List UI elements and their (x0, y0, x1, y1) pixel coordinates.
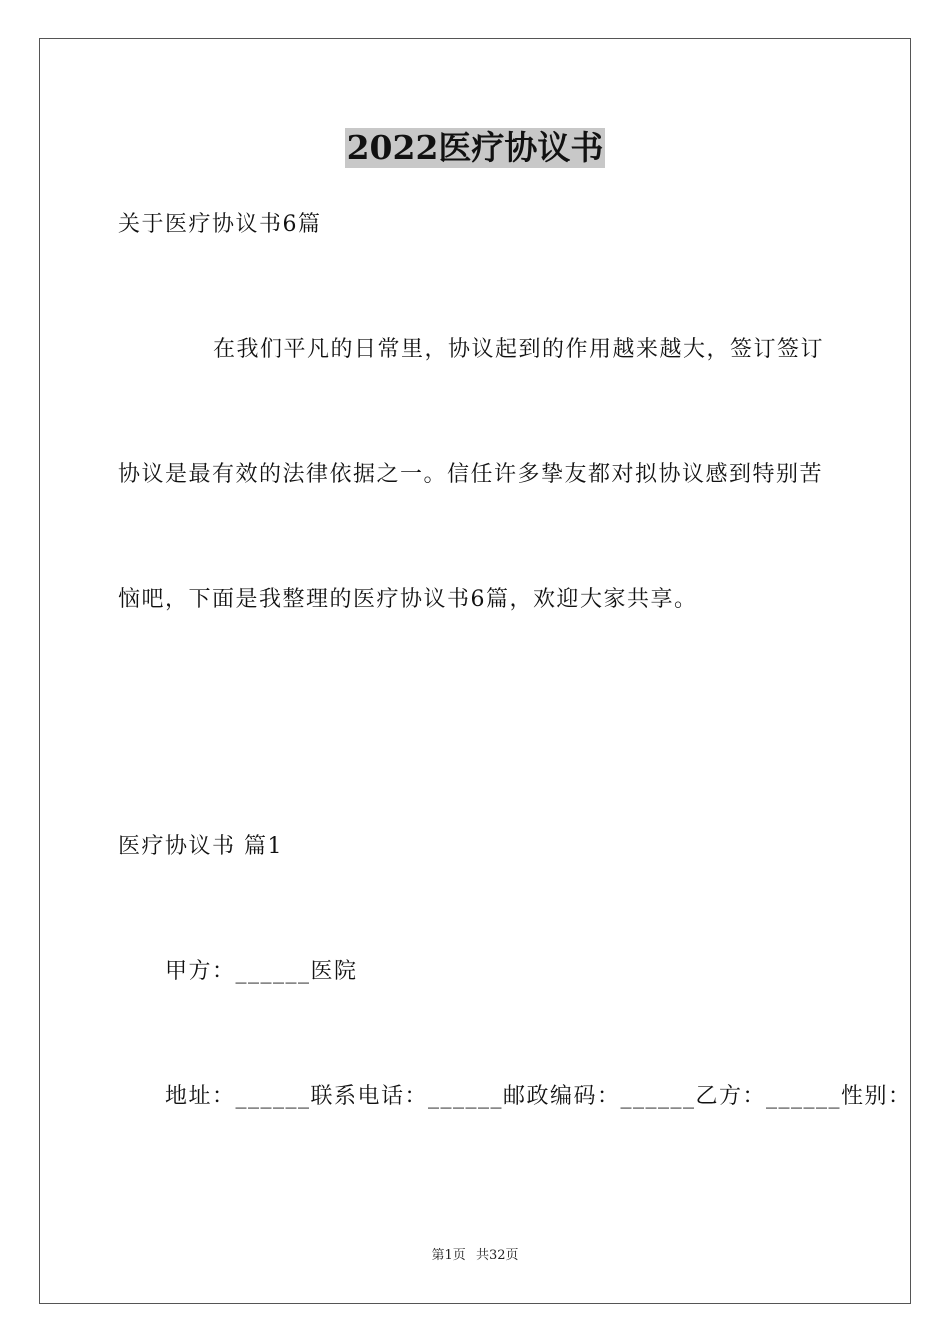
document-subtitle: 关于医疗协议书6篇 (118, 212, 322, 237)
section-heading: 医疗协议书 篇1 (118, 834, 283, 859)
intro-line-2: 协议是最有效的法律依据之一。信任许多挚友都对拟协议感到特别苦 (118, 462, 824, 487)
contact-fields-line: 地址：______联系电话：______邮政编码：______乙方：______性别： (165, 1084, 912, 1109)
page-total: 共32页 (475, 1248, 519, 1263)
page-number: 第1页 (431, 1248, 466, 1263)
page-footer (0, 1249, 950, 1262)
intro-line-3: 恼吧，下面是我整理的医疗协议书6篇，欢迎大家共享。 (118, 587, 698, 612)
party-a-line: 甲方：______医院 (165, 959, 358, 984)
intro-line-1: 在我们平凡的日常里，协议起到的作用越来越大，签订签订 (213, 337, 825, 362)
document-title (0, 128, 950, 168)
document-title-text: 2022医疗协议书 (346, 128, 604, 167)
